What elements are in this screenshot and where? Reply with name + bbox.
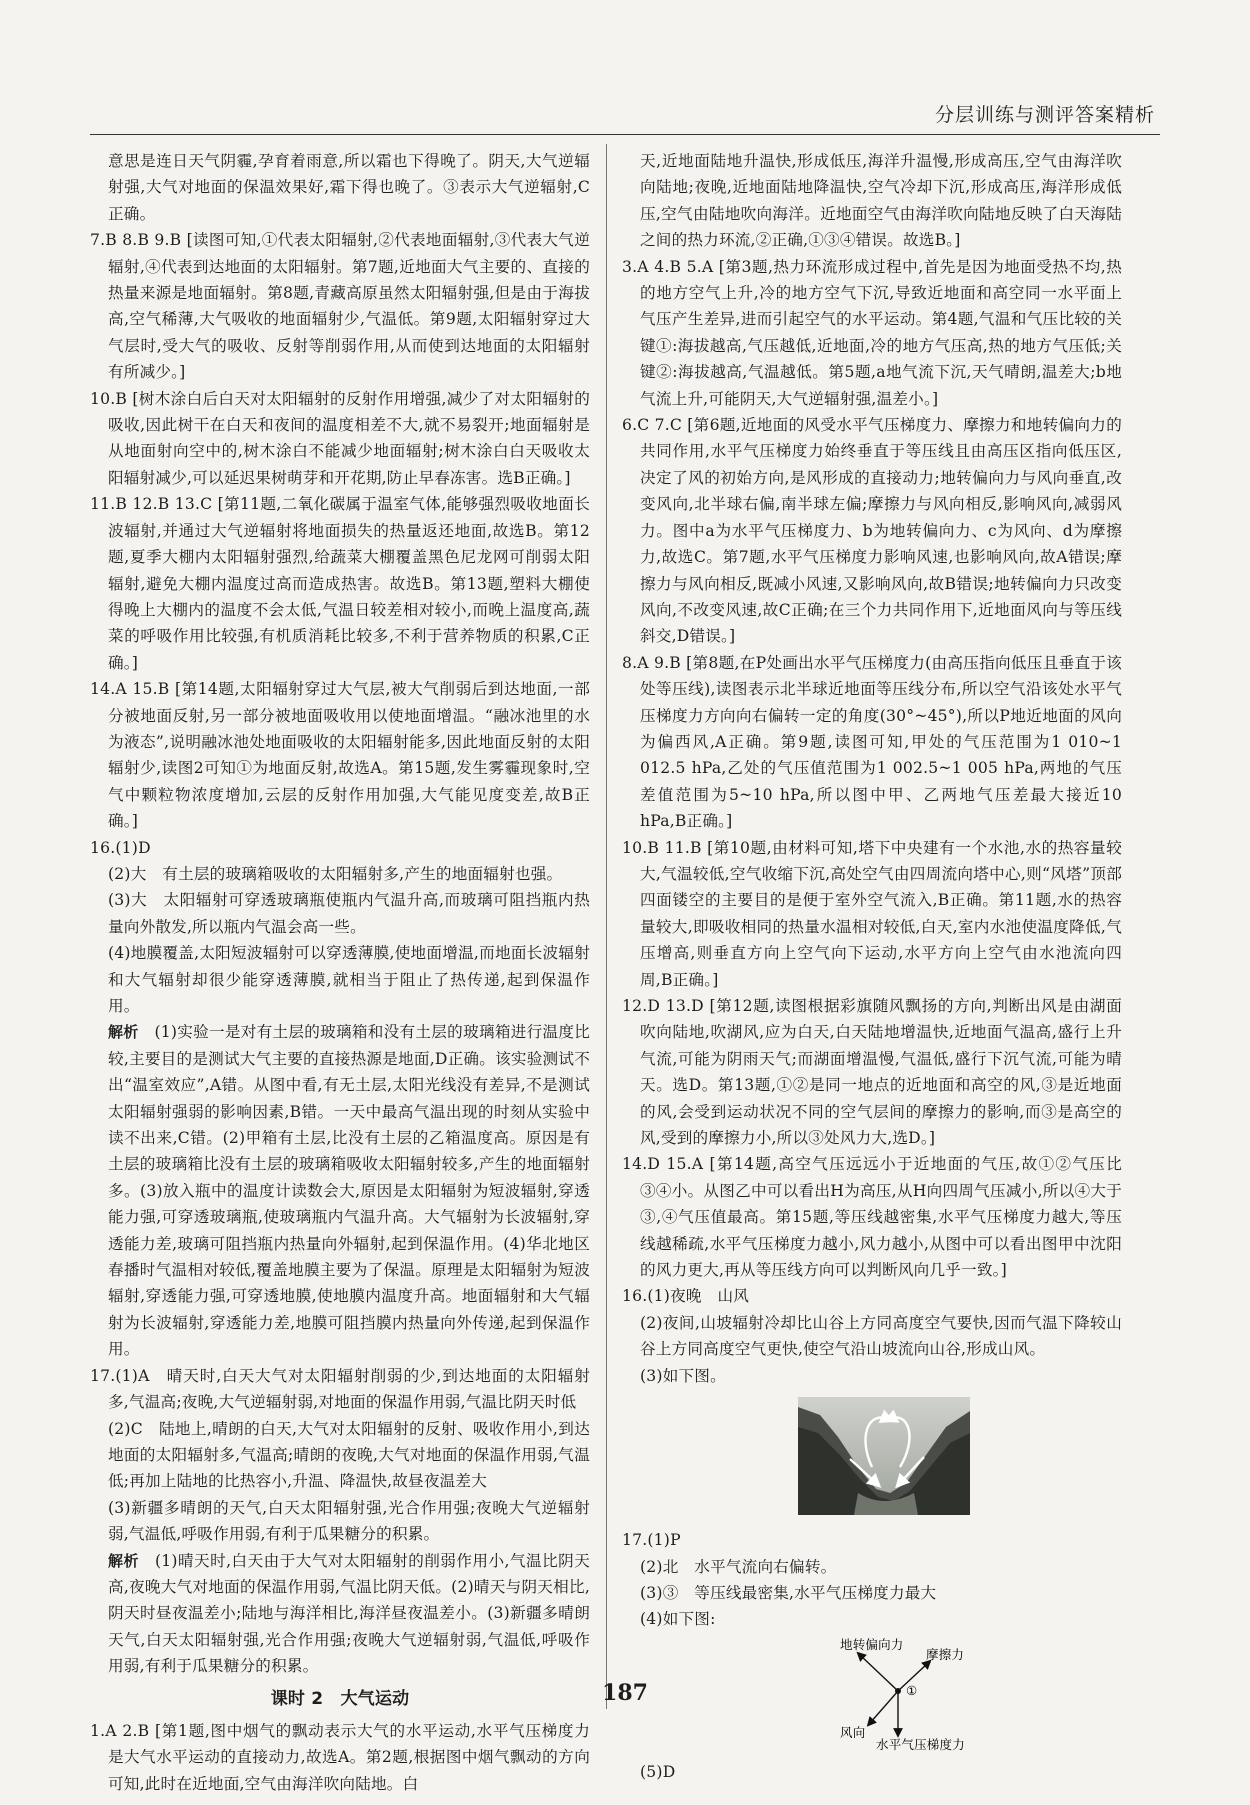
paragraph: (3)③ 等压线最密集,水平气压梯度力最大 — [640, 1583, 937, 1602]
header-title: 分层训练与测评答案精析 — [934, 104, 1155, 126]
valley-wind-photo — [798, 1397, 970, 1515]
paragraph: (2)北 水平气流向右偏转。 — [640, 1557, 837, 1576]
column-divider — [606, 144, 607, 1709]
pressure-gradient-label: 水平气压梯度力 — [876, 1736, 965, 1752]
paragraph: 意思是连日天气阴霾,孕育着雨意,所以霜也下得晚了。阴天,大气逆辐射强,大气对地面的保温效果好,霜下得也晚了。③表示大气逆辐射,C正确。 — [108, 152, 590, 223]
paragraph: 7.B 8.B 9.B [读图可知,①代表太阳辐射,②代表地面辐射,③代表大气逆辐射,④代表到达地面的太阳辐射。第7题,近地面大气主要的、直接的热量来源是地面辐射。第8题,青藏高原虽然太阳辐射强,但是由于海拔高,空气稀薄,大气吸收的地面辐射少,气温低。第9题,太阳辐射穿过大气层时,受大气的吸收、反射等削弱作用,从而使到达地面的太阳辐射有所减少。] — [90, 231, 590, 382]
paragraph: 17.(1)P — [622, 1531, 681, 1550]
paragraph: 8.A 9.B [第8题,在P处画出水平气压梯度力(由高压指向低压且垂直于该处等压线),读图表示北半球近地面等压线分布,所以空气沿该处水平气压梯度力方向向右偏转一定的角度(30°~45°),所以P地近地面的风向为偏西风,A正确。第9题,读图可知,甲处的气压范围为1 010~1 012.5 hPa,乙处的气压值范围为1 002.5~1 005 hPa,两地的气压差值范围为5~10 hPa,所以图中甲、乙两地气压差最大接近10 hPa,B正确。] — [622, 653, 1122, 831]
friction-label: 摩擦力 — [926, 1646, 965, 1662]
coriolis-label: 地转偏向力 — [840, 1636, 904, 1652]
paragraph: 14.A 15.B [第14题,太阳辐射穿过大气层,被大气削弱后到达地面,一部分被地面反射,另一部分被地面吸收用以使地面增温。“融冰池里的水为液态”,说明融冰池处地面吸收的太阳辐射能多,因此地面反射的太阳辐射少,读图2可知①为地面反射,故选A。第15题,发生雾霾现象时,空气中颗粒物浓度增加,云层的反射作用加强,大气能见度变差,故B正确。] — [90, 680, 590, 831]
paragraph: (4)如下图: — [640, 1610, 716, 1629]
analysis-paragraph — [90, 1019, 590, 1362]
paragraph: (2)大 有土层的玻璃箱吸收的太阳辐射多,产生的地面辐射也强。 — [108, 864, 563, 883]
paragraph: (3)如下图。 — [640, 1366, 726, 1385]
paragraph: 6.C 7.C [第6题,近地面的风受水平气压梯度力、摩擦力和地转偏向力的共同作用,水平气压梯度力始终垂直于等压线且由高压区指向低压区,决定了风的初始方向,是风形成的直接动力;地转偏向力与风向垂直,改变风向,北半球右偏,南半球左偏;摩擦力与风向相反,影响风向,减弱风力。图中a为水平气压梯度力、b为地转偏向力、c为风向、d为摩擦力,故选C。第7题,水平气压梯度力影响风速,也影响风向,故A错误;摩擦力与风向相反,既减小风速,又影响风向,故B错误;地转偏向力只改变风向,不改变风速,故C正确;在三个力共同作用下,近地面风向与等压线斜交,D错误。] — [622, 416, 1122, 646]
analysis-label: 解析 — [108, 1023, 139, 1042]
left-column — [90, 148, 590, 1797]
section-title: 课时 2 大气运动 — [270, 1688, 410, 1709]
paragraph: (2)C 陆地上,晴朗的白天,大气对太阳辐射的反射、吸收作用小,到达地面的太阳辐射多,气温高;晴朗的夜晚,大气对地面的保温作用弱,气温低;再加上陆地的比热容小,升温、降温快,故昼夜温差大 — [108, 1419, 590, 1491]
paragraph: 天,近地面陆地升温快,形成低压,海洋升温慢,形成高压,空气由海洋吹向陆地;夜晚,近地面陆地降温快,空气冷却下沉,形成高压,海洋形成低压,空气由陆地吹向海洋。近地面空气由海洋吹向陆地反映了白天海陆之间的热力环流,②正确,①③④错误。故选B。] — [640, 152, 1122, 250]
paragraph: 12.D 13.D [第12题,读图根据彩旗随风飘扬的方向,判断出风是由湖面吹向陆地,吹湖风,应为白天,白天陆地增温快,近地面气温高,盛行上升气流,可能为阴雨天气;而湖面增温慢,气温低,盛行下沉气流,可能为晴天。选D。第13题,①②是同一地点的近地面和高空的风,③是近地面的风,会受到运动状况不同的空气层间的摩擦力的影响,而③是高空的风,受到的摩擦力小,所以③处风力大,选D。] — [622, 997, 1122, 1148]
paragraph: (2)夜间,山坡辐射冷却比山谷上方同高度空气要快,因而气温下降较山谷上方同高度空气更快,使空气沿山坡流向山谷,形成山风。 — [640, 1313, 1122, 1359]
point-label: ① — [906, 1682, 918, 1698]
header-rule — [90, 134, 1160, 135]
analysis-text: (1)晴天时,白天由于大气对太阳辐射的削弱作用小,气温比阴天高,夜晚大气对地面的保温作用弱,气温比阴天低。(2)晴天与阴天相比,阴天时昼夜温差小;陆地与海洋相比,海洋昼夜温差小。(3)新疆多晴朗天气,白天太阳辐射强,光合作用强;夜晚大气逆辐射弱,气温低,呼吸作用弱,有利于瓜果糖分的积累。 — [108, 1551, 590, 1676]
paragraph: (3)新疆多晴朗的天气,白天太阳辐射强,光合作用强;夜晚大气逆辐射弱,气温低,呼吸作用弱,有利于瓜果糖分的积累。 — [108, 1498, 590, 1544]
paragraph: 10.B [树木涂白后白天对太阳辐射的反射作用增强,减少了对太阳辐射的吸收,因此树干在白天和夜间的温度相差不大,就不易裂开;地面辐射是从地面射向空中的,树木涂白不能减少地面辐射;树木涂白白天吸收太阳辐射减少,可以延迟果树萌芽和开花期,防止早春冻害。选B正确。] — [90, 389, 590, 487]
paragraph: 11.B 12.B 13.C [第11题,二氧化碳属于温室气体,能够强烈吸收地面长波辐射,并通过大气逆辐射将地面损失的热量返还地面,故选B。第12题,夏季大棚内太阳辐射强烈,给蔬菜大棚覆盖黑色尼龙网可削弱太阳辐射,避免大棚内温度过高而造成热害。故选B。第13题,塑料大棚使得晚上大棚内的温度不会太低,气温日较差相对较小,而晚上温度高,蔬菜的呼吸作用比较强,有机质消耗比较多,不利于营养物质的积累,C正确。] — [90, 495, 590, 672]
paragraph: (4)地膜覆盖,太阳短波辐射可以穿透薄膜,使地面增温,而地面长波辐射和大气辐射却很少能穿透薄膜,就相当于阻止了热传递,起到保温作用。 — [108, 944, 590, 1015]
paragraph: 17.(1)A 晴天时,白天大气对太阳辐射削弱的少,到达地面的太阳辐射多,气温高;夜晚,大气逆辐射弱,对地面的保温作用弱,气温比阴天时低 — [90, 1366, 590, 1412]
analysis-label: 解析 — [108, 1551, 139, 1570]
wind-direction-label: 风向 — [840, 1724, 866, 1740]
right-column — [622, 148, 1122, 1785]
paragraph: (5)D — [640, 1762, 676, 1781]
analysis-paragraph — [90, 1548, 590, 1680]
page-number: 187 — [602, 1680, 648, 1706]
paragraph: 10.B 11.B [第10题,由材料可知,塔下中央建有一个水池,水的热容量较大,气温较低,空气收缩下沉,高处空气由四周流向塔中心,则“风塔”顶部四面镂空的主要目的是便于室外空气流入,B正确。第11题,水的热容量较大,即吸收相同的热量水温相对较低,白天,室内水池使温度降低,气压增高,则垂直方向上空气向下运动,水平方向上空气由水池流向四周,B正确。] — [622, 838, 1122, 989]
paragraph: 3.A 4.B 5.A [第3题,热力环流形成过程中,首先是因为地面受热不均,热的地方空气上升,冷的地方空气下沉,导致近地面和高空同一水平面上气压产生差异,进而引起空气的水平运动。第4题,气温和气压比较的关键①:海拔越高,气压越低,近地面,冷的地方气压高,热的地方气压低;关键②:海拔越高,气温越低。第5题,a地气流下沉,天气晴朗,温差大;b地气流上升,可能阴天,大气逆辐射强,温差小。] — [622, 257, 1122, 408]
paragraph: 16.(1)D — [90, 838, 151, 857]
analysis-text: (1)实验一是对有土层的玻璃箱和没有土层的玻璃箱进行温度比较,主要目的是测试大气主要的直接热源是地面,D正确。该实验测试不出“温室效应”,A错。从图中看,有无土层,太阳光线没有差异,不是测试太阳辐射强弱的影响因素,B错。一天中最高气温出现的时刻从实验中读不出来,C错。(2)甲箱有土层,比没有土层的乙箱温度高。原因是有土层的玻璃箱比没有土层的玻璃箱吸收太阳辐射较多,产生的地面辐射多。(3)放入瓶中的温度计读数会大,原因是太阳辐射为短波辐射,穿透能力强,可穿透玻璃瓶,使玻璃瓶内气温升高。大气辐射为长波辐射,穿透能力差,玻璃可阻挡瓶内热量向外辐射,起到保温作用。(4)华北地区春播时气温相对较低,覆盖地膜主要为了保温。原理是太阳辐射为短波辐射,穿透能力强,可穿透地膜,使地膜内温度升高。地面辐射和大气辐射为长波辐射,穿透能力差,地膜可阻挡膜内热量向外传递,起到保温作用。 — [108, 1023, 591, 1359]
paragraph: (3)大 太阳辐射可穿透玻璃瓶使瓶内气温升高,而玻璃可阻挡瓶内热量向外散发,所以瓶内气温会高一些。 — [108, 891, 590, 936]
paragraph: 16.(1)夜晚 山风 — [622, 1287, 750, 1306]
paragraph: 1.A 2.B [第1题,图中烟气的飘动表示大气的水平运动,水平气压梯度力是大气水平运动的直接动力,故选A。第2题,根据图中烟气飘动的方向可知,此时在近地面,空气由海洋吹向陆地。白 — [90, 1721, 590, 1793]
paragraph: 14.D 15.A [第14题,高空气压远远小于近地面的气压,故①②气压比③④小。从图乙中可以看出H为高压,从H向四周气压减小,所以④大于③,④气压值最高。第15题,等压线越密集,水平气压梯度力越大,等压线越稀疏,水平气压梯度力越小,风力越小,从图中可以看出图甲中沈阳的风力更大,再从等压线方向可以判断风向几乎一致。] — [622, 1155, 1122, 1280]
